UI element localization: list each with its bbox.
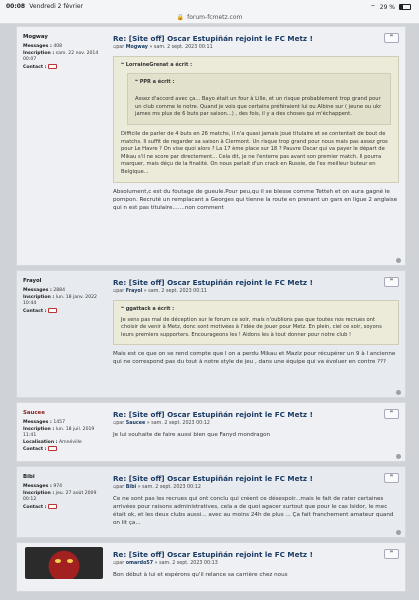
quote-block bbox=[113, 56, 399, 183]
inscription-date: jeu. 27 août 2009 00:12 bbox=[23, 490, 97, 503]
quote-button[interactable]: ❞ bbox=[384, 33, 399, 43]
url-text: forum-fcmetz.com bbox=[187, 14, 243, 21]
post bbox=[16, 26, 406, 266]
nested-quote-block bbox=[127, 73, 391, 125]
post bbox=[16, 270, 406, 398]
status-time: 00:08 Vendredi 2 février bbox=[6, 3, 84, 10]
back-to-top-icon[interactable] bbox=[396, 390, 401, 395]
post-body bbox=[113, 474, 399, 527]
contact-icon[interactable] bbox=[48, 64, 57, 69]
post-author[interactable]: Mogway bbox=[125, 45, 148, 50]
username[interactable]: Mogway bbox=[23, 34, 48, 40]
nested-quote-author: ❝ PPR a écrit : bbox=[135, 78, 175, 85]
contact-icon[interactable] bbox=[48, 446, 57, 451]
post bbox=[16, 402, 406, 462]
quote-button[interactable]: ❞ bbox=[384, 549, 399, 559]
post-title[interactable]: Re: [Site off] Oscar Estupiñán rejoint le FC Metz ! bbox=[113, 278, 313, 287]
quote-button[interactable]: ❞ bbox=[384, 277, 399, 287]
post-body bbox=[113, 410, 399, 439]
post-body bbox=[113, 278, 399, 366]
post-text: Mais est ce que on se rend compte que l on a perdu Mikau et Mazlz pour récupérer un 9 à l ancienne qui ne correspond pas du tout à notre style de jeu , dans une équipe qui va évoluer en contre ??? bbox=[113, 351, 396, 366]
post-author[interactable]: omardo57 bbox=[125, 561, 154, 566]
post-title[interactable]: Re: [Site off] Oscar Estupiñán rejoint le FC Metz ! bbox=[113, 474, 313, 483]
username[interactable]: Frayol bbox=[23, 278, 42, 284]
post-profile: Bibi Messages : 974 Inscription : jeu. 27 août 2009 00:12 Contact : bbox=[23, 474, 105, 511]
post-body bbox=[113, 550, 399, 579]
post-author[interactable]: Saucee bbox=[125, 421, 146, 426]
quote-author: ❝ LorraineGrenat a écrit : bbox=[121, 62, 193, 68]
status-bar bbox=[0, 0, 419, 14]
address-bar[interactable] bbox=[0, 14, 419, 24]
post-profile: Saucee Messages : 1457 Inscription : lun. 18 juil. 2019 11:41 Localisation : Amnéville Contact : bbox=[23, 410, 105, 453]
post-icon: ▫ bbox=[113, 289, 117, 294]
quote-text: Difficile de parler de 4 buts en 26 matchs, il n'a quasi jamais joué titulaire et se contentait de bout de matchs. Il suffit de regarder sa saison à Clermont. Un risque trop grand pour nous mais pas assez gros pour Le Havre ? On vise quoi alors ? La 17 ème place sur 18 ? Pauvre Oscar qui va payer le départ de Mikau s'il ne score par directement... Cela dit, je ne l'enterre pas avant son premier match. Il pourra marquer, mais déçu de la finalité. On nous parlait d'un crack en Russie, de l'ex meilleur buteur en Belgique... bbox=[121, 130, 388, 175]
post-title[interactable]: Re: [Site off] Oscar Estupiñán rejoint le FC Metz ! bbox=[113, 34, 313, 43]
post-icon: ▫ bbox=[113, 45, 117, 50]
battery-icon bbox=[399, 4, 411, 10]
post-text: Je lui souhaite de faire aussi bien que Fanyd mondragon bbox=[113, 432, 271, 438]
localisation: Amnéville bbox=[59, 439, 82, 445]
back-to-top-icon[interactable] bbox=[396, 258, 401, 263]
post-text: Ce ne sont pas les recrues qui ont conclu qui créent ce désespoir...mais le fait de rater certaines arrivées pour raisons administratives, cela a de quoi agacer surtout que pour le cas Isidor, le mec était ok, et les deux clubs aussi... avec au moins 24h de plus ... Ça fait franchement amateur quand on lit ça... bbox=[113, 496, 394, 526]
contact-icon[interactable] bbox=[48, 504, 57, 509]
post-profile: Frayol Messages : 2884 Inscription : lun. 18 janv. 2022 10:44 Contact : bbox=[23, 278, 105, 315]
post-meta: ▫par Mogway » sam. 2 sept. 2023 00:11 bbox=[113, 45, 213, 50]
post-icon: ▫ bbox=[113, 485, 117, 490]
avatar-eye bbox=[67, 559, 73, 563]
lock-icon: 🔒 bbox=[176, 14, 185, 21]
inscription-date: sam. 22 nov. 2014 00:07 bbox=[23, 50, 99, 63]
nested-quote-text: Assez d'accord avec ça... Bayo était un four à Lille, et un risque probablement trop grand pour un club comme le notre. Quand je vois que certains préféraient lui ou Albine sur ( jeune ou ukr james ms plus de 6 buts par saison...) , des fois, il y a des choses qui m'échappent. bbox=[135, 96, 382, 118]
contact-icon[interactable] bbox=[48, 308, 57, 313]
username[interactable]: Bibi bbox=[23, 474, 35, 480]
message-count: 974 bbox=[53, 484, 63, 490]
post-profile: Mogway Messages : 408 Inscription : sam. 22 nov. 2014 00:07 Contact : bbox=[23, 34, 105, 71]
post-author[interactable]: Frayol bbox=[125, 289, 143, 294]
message-count: 408 bbox=[53, 44, 63, 50]
post-icon: ▫ bbox=[113, 561, 117, 566]
message-count: 2884 bbox=[53, 288, 66, 294]
username[interactable]: Saucee bbox=[23, 410, 45, 416]
battery-percent: 29 % bbox=[379, 3, 395, 11]
post-title[interactable]: Re: [Site off] Oscar Estupiñán rejoint le FC Metz ! bbox=[113, 550, 313, 559]
post-body bbox=[113, 34, 399, 212]
quote-block bbox=[113, 300, 399, 345]
message-count: 1457 bbox=[53, 420, 66, 426]
post bbox=[16, 466, 406, 538]
back-to-top-icon[interactable] bbox=[396, 454, 401, 459]
quote-button[interactable]: ❞ bbox=[384, 473, 399, 483]
post-meta: ▫par Saucee » sam. 2 sept. 2023 00:12 bbox=[113, 421, 210, 426]
post-meta: ▫par Frayol » sam. 2 sept. 2023 00:11 bbox=[113, 289, 207, 294]
post bbox=[16, 542, 406, 592]
quote-button[interactable]: ❞ bbox=[384, 409, 399, 419]
post-meta: ▫par omardo57 » sam. 2 sept. 2023 00:13 bbox=[113, 561, 218, 566]
post-text: Absolument,c est du foutage de gueule.Pour peu,qu il se blesse comme Tetteh et on aura gagné le pompon. Recruté un remplacant a Georges qui tienne la route en prenant un gars en ligue 2 anglaise qui n est pas titulaire.......non comment bbox=[113, 188, 398, 211]
post-list bbox=[16, 26, 406, 596]
post-author[interactable]: Bibi bbox=[125, 485, 137, 490]
wifi-icon: ⌔ bbox=[370, 4, 376, 11]
post-icon: ▫ bbox=[113, 421, 117, 426]
quote-text: Je sens pas mal de déception sur le forum ce soir, mais n'oublions pas que toutes nos recrues ont choisir de venir à Metz, donc sont motivées à l'idée de jouer pour Metz. En plein, ciel ce soir, soyons leurs premiers supporters. Encourageons les ! Aidons les à tout donner pour notre club ! bbox=[121, 316, 382, 338]
post-text: Bon début à lui et espérons qu'il relance sa carrière chez nous bbox=[113, 572, 288, 578]
avatar-eye bbox=[55, 559, 61, 563]
back-to-top-icon[interactable] bbox=[396, 530, 401, 535]
inscription-date: lun. 18 janv. 2022 10:44 bbox=[23, 294, 97, 307]
post-title[interactable]: Re: [Site off] Oscar Estupiñán rejoint le FC Metz ! bbox=[113, 410, 313, 419]
post-meta: ▫par Bibi » sam. 2 sept. 2023 00:12 bbox=[113, 485, 201, 490]
inscription-date: lun. 18 juil. 2019 11:41 bbox=[23, 426, 95, 439]
user-avatar[interactable] bbox=[25, 547, 103, 579]
quote-author: ❝ ggattack a écrit : bbox=[121, 306, 175, 312]
